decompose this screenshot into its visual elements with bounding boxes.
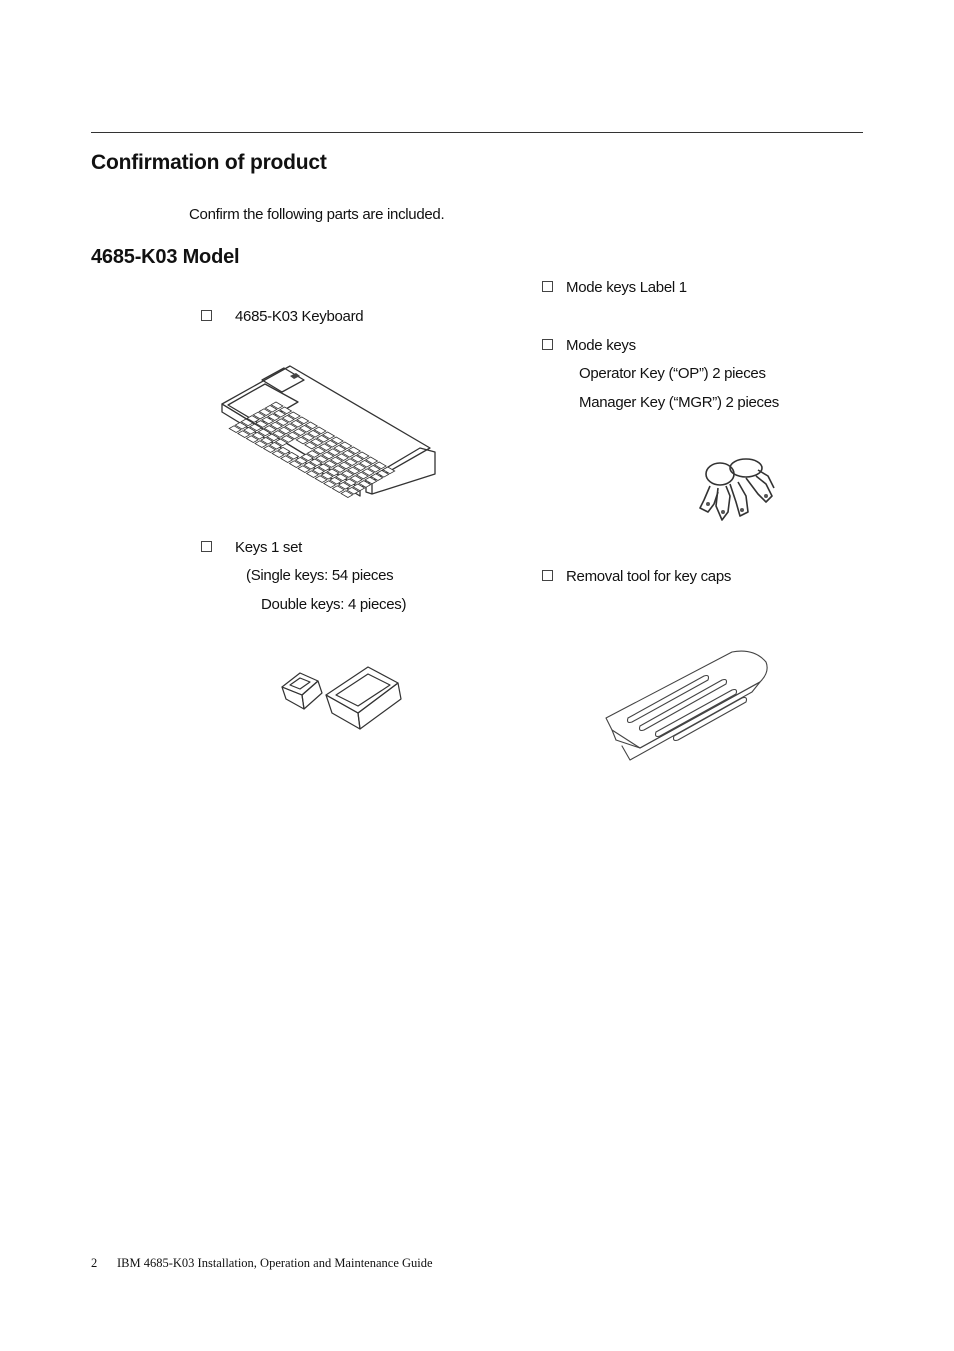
keyboard-illustration (220, 364, 440, 496)
keys-detail-double: Double keys: 4 pieces) (261, 596, 407, 613)
key-caps-illustration (280, 665, 405, 731)
page-number: 2 (91, 1256, 98, 1270)
mode-label-label: Mode keys Label 1 (566, 279, 687, 296)
keys-label: Keys 1 set (235, 539, 303, 556)
checkbox-icon (542, 281, 553, 292)
manager-key-text: Manager Key (“MGR”) 2 pieces (579, 394, 779, 411)
keys-detail-single: (Single keys: 54 pieces (246, 567, 394, 584)
removal-tool-label: Removal tool for key caps (566, 568, 732, 585)
page-heading: Confirmation of product (91, 151, 327, 174)
keyboard-label: 4685-K03 Keyboard (235, 308, 364, 325)
checkbox-icon (542, 339, 553, 350)
checkbox-icon (542, 570, 553, 581)
mode-keys-illustration (696, 456, 778, 524)
keyboard-item (201, 308, 364, 325)
removal-tool-item (542, 568, 732, 585)
intro-text: Confirm the following parts are included. (189, 206, 445, 223)
page-footer (91, 1256, 433, 1271)
keyboard-keys (229, 402, 395, 498)
footer-title: IBM 4685-K03 Installation, Operation and Maintenance Guide (117, 1256, 433, 1270)
checkbox-icon (201, 310, 212, 321)
checkbox-icon (201, 541, 212, 552)
header-rule (91, 132, 863, 133)
operator-key-text: Operator Key (“OP”) 2 pieces (579, 365, 766, 382)
removal-tool-illustration (604, 648, 772, 762)
mode-keys-label: Mode keys (566, 337, 636, 354)
model-heading: 4685-K03 Model (91, 246, 240, 268)
keys-item (201, 539, 303, 556)
mode-label-item (542, 279, 687, 296)
mode-keys-item (542, 337, 636, 354)
